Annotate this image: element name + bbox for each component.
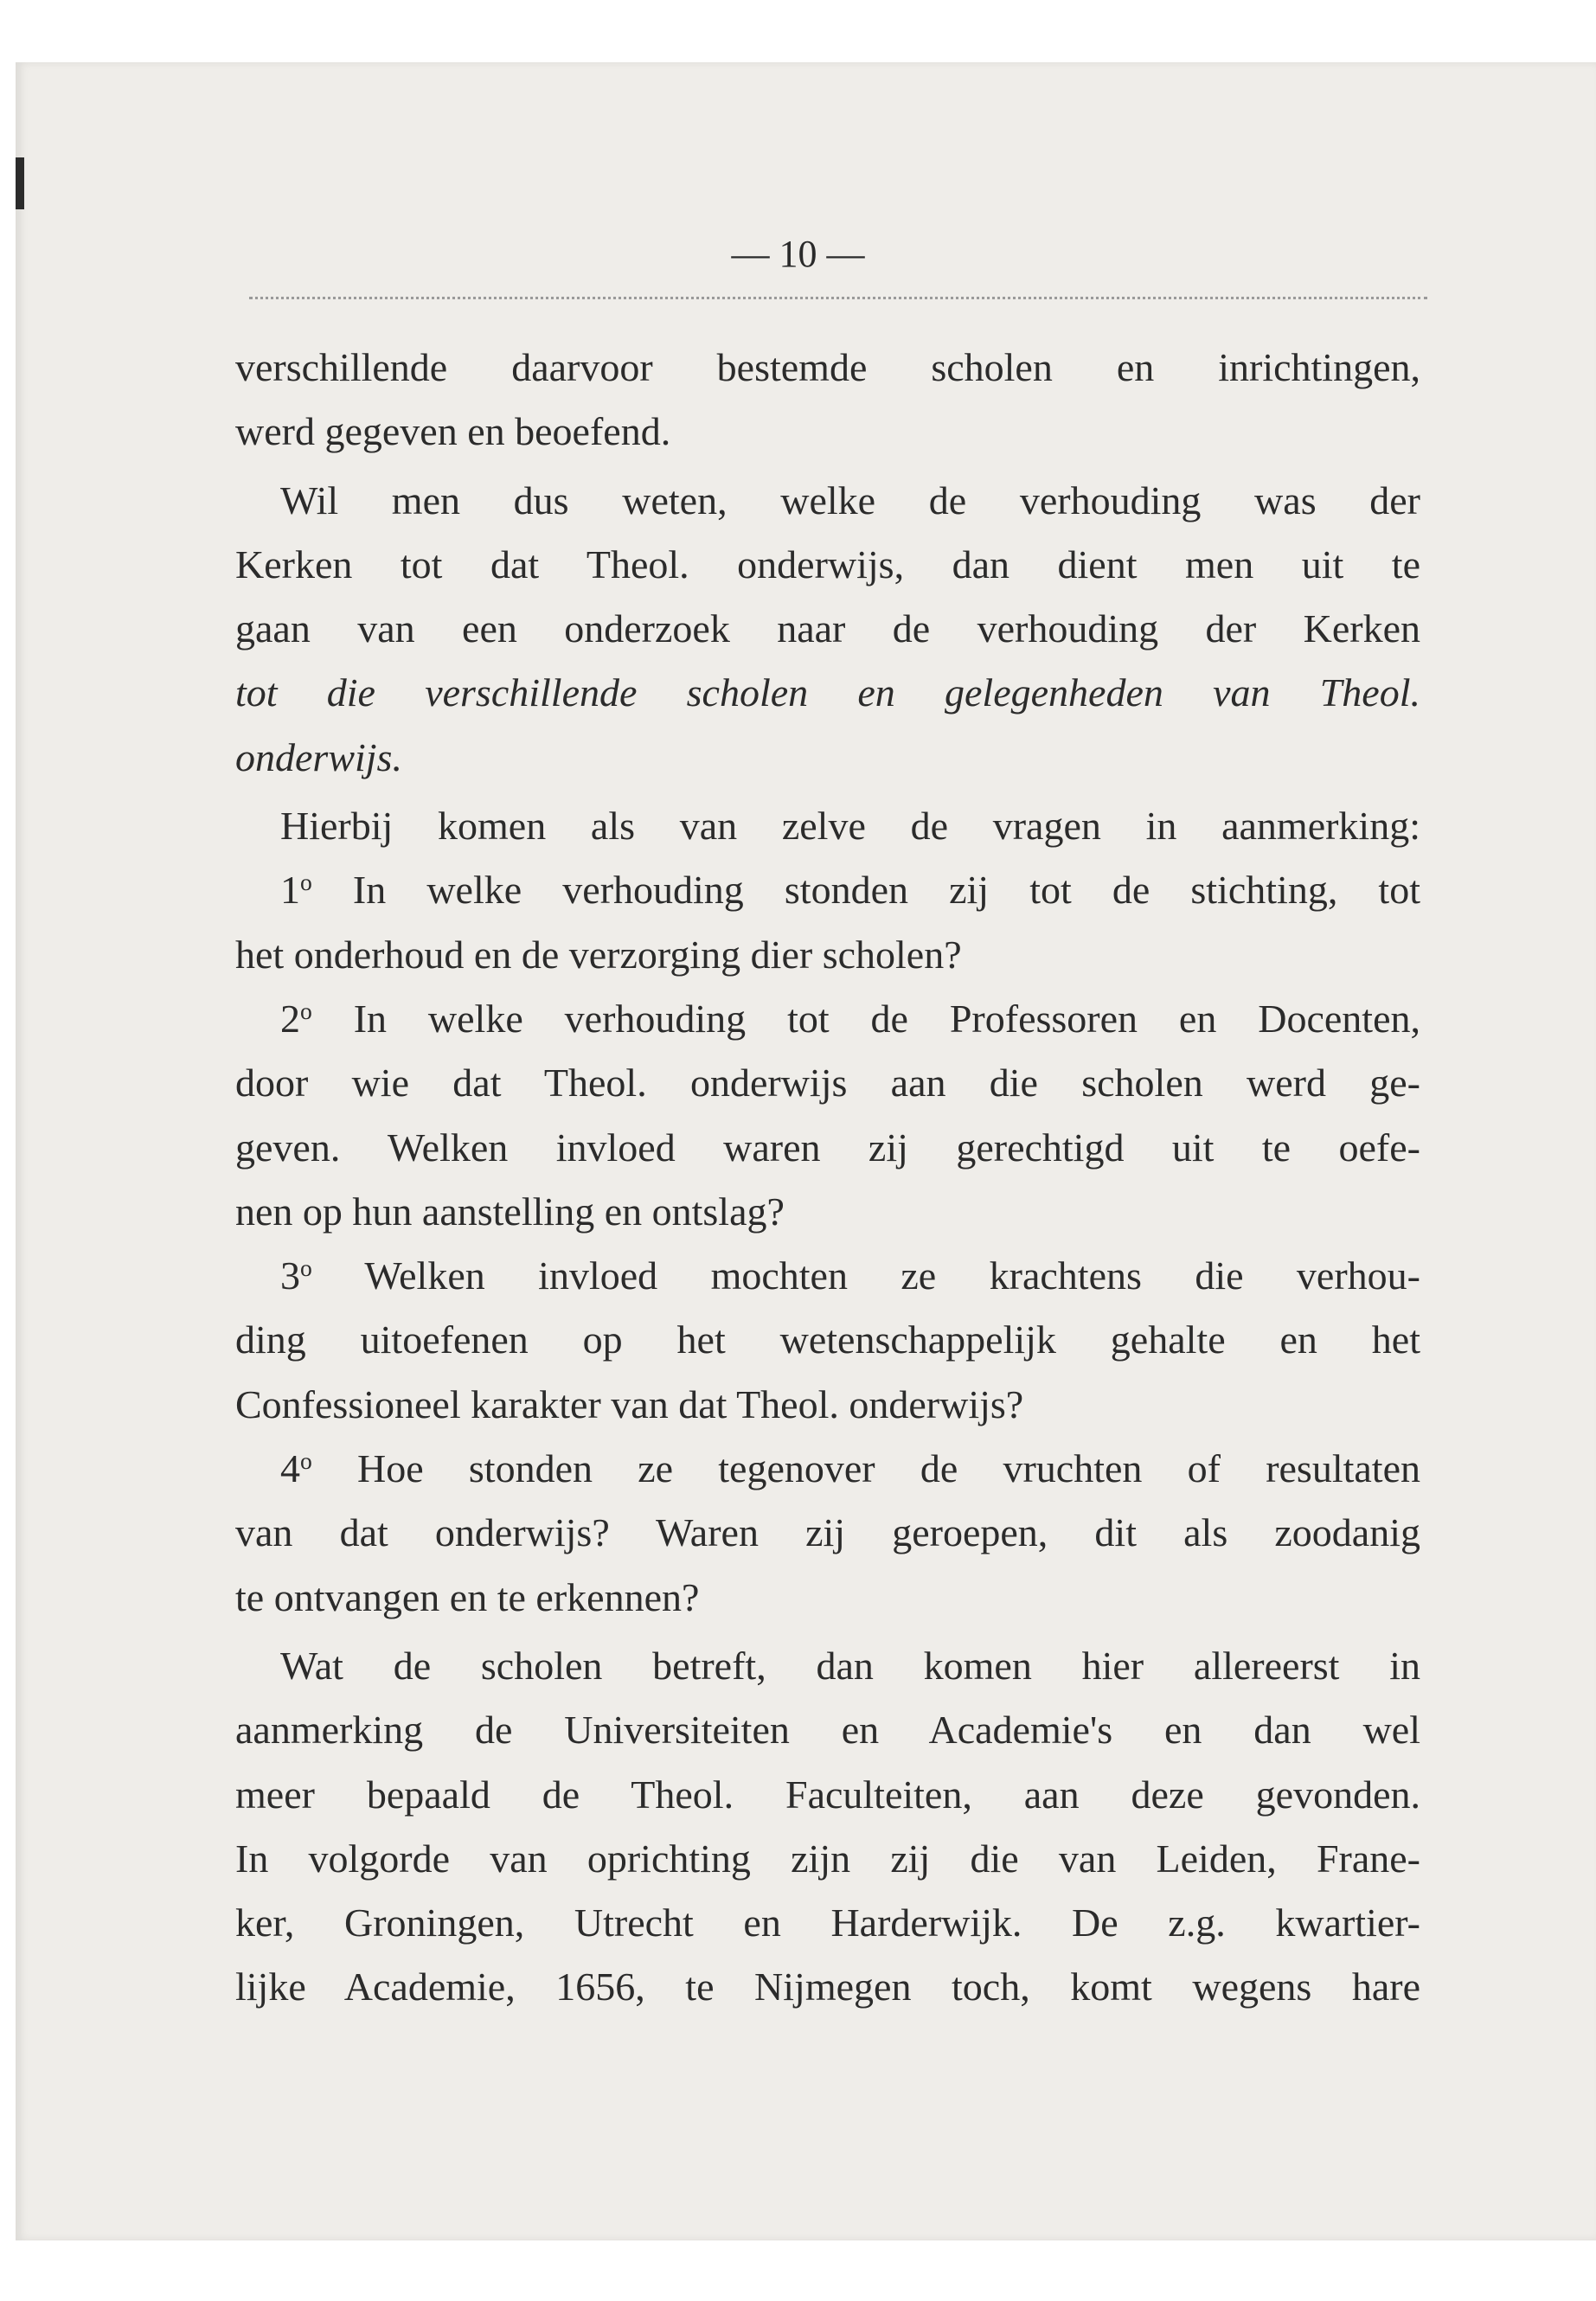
text-line: gaan van een onderzoek naar de verhouding der Kerken [235,606,1420,651]
question-text: In welke verhouding tot de Professoren en Docenten, [353,996,1420,1041]
question-4 [235,1437,1420,1630]
question-2 [235,987,1420,1244]
text-line: ker, Groningen, Utrecht en Harderwijk. De z.g. kwartier- [235,1900,1420,1945]
text-line: het onderhoud en de verzorging dier scholen? [235,932,962,977]
question-3 [235,1244,1420,1437]
text-line: Wat de scholen betreft, dan komen hier allereerst in [280,1643,1420,1688]
question-text: Hoe stonden ze tegenover de vruchten of resultaten [357,1446,1421,1491]
question-1 [235,858,1420,987]
header-rule [249,297,1427,299]
ordinal-mark: o [300,868,312,896]
body-text [235,336,1420,2020]
text-line [235,858,1420,922]
paragraph-4 [235,1634,1420,2020]
text-line: verschillende daarvoor bestemde scholen en inrichtingen, [235,345,1420,389]
text-line: Kerken tot dat Theol. onderwijs, dan dient men uit te [235,542,1420,586]
text-line: ding uitoefenen op het wetenschappelijk gehalte en het [235,1317,1420,1362]
text-line: nen op hun aanstelling en ontslag? [235,1189,785,1234]
paragraph-2 [235,469,1420,790]
question-number: 2 [280,996,300,1041]
text-line: Hierbij komen als van zelve de vragen in aanmerking: [280,804,1420,849]
text-line: meer bepaald de Theol. Faculteiten, aan deze gevonden. [235,1772,1420,1817]
text-line [235,1437,1420,1501]
question-number: 4 [280,1446,300,1491]
ordinal-mark: o [300,997,312,1024]
text-line: Confessioneel karakter van dat Theol. onderwijs? [235,1381,1024,1426]
paragraph-3 [235,794,1420,858]
text-line: geven. Welken invloed waren zij gerechtigd uit te oefe- [235,1125,1420,1170]
question-text: In welke verhouding stonden zij tot de stichting, tot [352,868,1420,913]
italic-text-line: onderwijs. [235,734,402,779]
question-text: Welken invloed mochten ze krachtens die verhou- [364,1253,1420,1298]
text-line: aanmerking de Universiteiten en Academie's en dan wel [235,1708,1420,1753]
page-number: — 10 — [731,233,865,275]
italic-text-line: tot die verschillende scholen en gelegenheden van Theol. [235,670,1420,715]
text-line: van dat onderwijs? Waren zij geroepen, dit als zoodanig [235,1510,1420,1555]
text-line [235,987,1420,1051]
question-number: 1 [280,868,300,913]
ordinal-mark: o [300,1253,312,1281]
text-line: te ontvangen en te erkennen? [235,1574,700,1619]
paragraph-1 [235,336,1420,465]
text-line: Wil men dus weten, welke de verhouding was der [280,478,1420,522]
text-line: In volgorde van oprichting zijn zij die van Leiden, Frane- [235,1836,1420,1881]
text-line [235,1244,1420,1308]
ordinal-mark: o [300,1446,312,1474]
text-line: werd gegeven en beoefend. [235,409,671,454]
binding-edge [16,157,24,209]
text-line: lijke Academie, 1656, te Nijmegen toch, komt wegens hare [235,1965,1420,2009]
text-line: door wie dat Theol. onderwijs aan die scholen werd ge- [235,1061,1420,1106]
question-number: 3 [280,1253,300,1298]
